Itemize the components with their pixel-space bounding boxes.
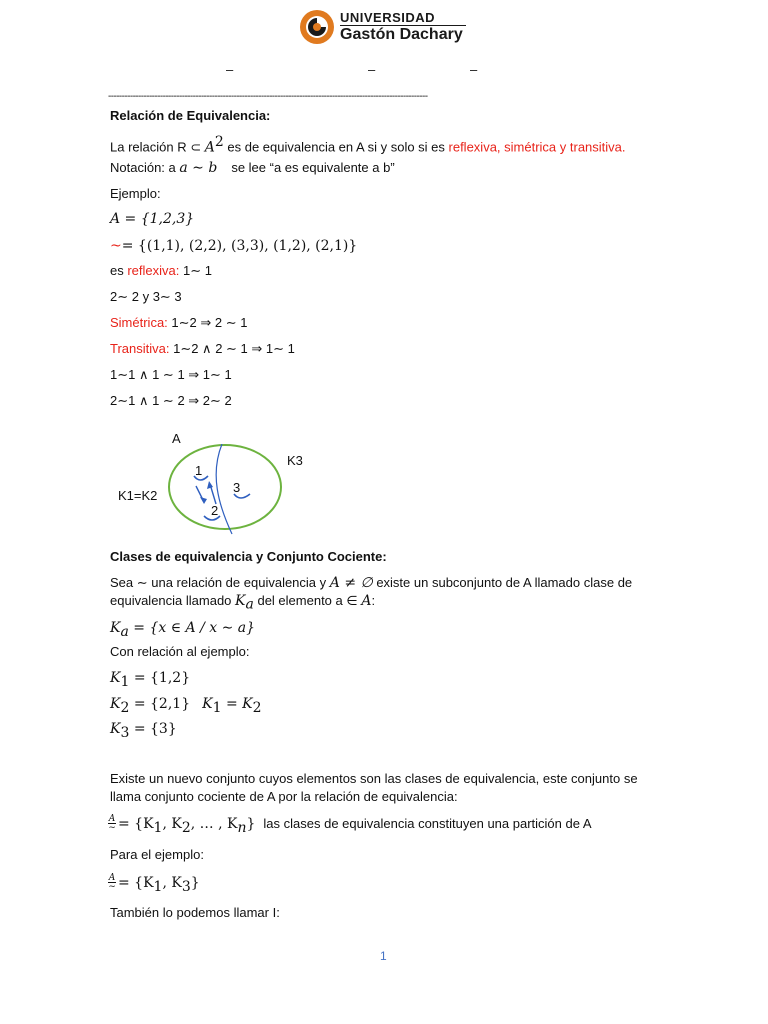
class-definition-line-1 xyxy=(110,575,632,591)
quotient-open: = {K xyxy=(118,816,154,832)
notation-reading: se lee “a es equivalente a b” xyxy=(231,160,395,175)
logo-emblem-icon xyxy=(298,8,336,46)
definition-set-symbol: A xyxy=(204,139,215,156)
arrow-1-to-2-head-icon xyxy=(200,497,207,504)
separator-line: --------------------------------------------------------------------------------------------------------------------- xyxy=(108,92,428,102)
k2-eq-k1: K xyxy=(202,696,213,712)
reflexive-prefix: es xyxy=(110,263,128,278)
arrow-2-to-1-head-icon xyxy=(207,481,213,489)
definition-text-b: es de equivalencia en A si y solo si es xyxy=(223,139,449,155)
k3-definition xyxy=(110,720,177,741)
quotient-sep-2: , … , K xyxy=(190,816,238,832)
k1-sub: 1 xyxy=(120,674,130,691)
logo-line1: UNIVERSIDAD xyxy=(340,10,436,25)
class-def-line2-text: equivalencia llamado xyxy=(110,593,236,608)
notation-label: Notación: a xyxy=(110,160,180,175)
quotient-sub-n: n xyxy=(237,820,247,837)
quotient-example-sub-3: 3 xyxy=(181,879,191,896)
quotient-example-open: = {K xyxy=(118,875,154,891)
header-dash-3: – xyxy=(470,62,478,77)
diagram-element-1: 1 xyxy=(195,463,203,478)
quotient-example-close: } xyxy=(190,875,200,891)
notation-line xyxy=(110,160,395,176)
relation-tilde: ~ xyxy=(110,238,122,254)
reflexive-label: reflexiva: xyxy=(127,263,180,278)
notation-math: a ∼ b xyxy=(179,160,218,176)
section-title-relacion: Relación de Equivalencia: xyxy=(110,108,271,123)
quotient-example-sep: , K xyxy=(162,875,182,891)
reflexive-line xyxy=(110,263,212,279)
class-def-math: A ≠ ∅ xyxy=(329,575,373,591)
fraction-numerator: A xyxy=(108,814,116,825)
quotient-set-general xyxy=(108,815,592,836)
quotient-partition-text: las clases de equivalencia constituyen una partición de A xyxy=(263,816,592,831)
diagram-set-label: A xyxy=(172,431,181,446)
transitive-line-2: 1∼1 ∧ 1 ∼ 1 ⇒ 1∼ 1 xyxy=(110,367,232,382)
k3-k: K xyxy=(110,721,121,737)
k2-eq-sign: = xyxy=(221,696,243,712)
transitive-label: Transitiva: xyxy=(110,341,170,356)
definition-exponent: 2 xyxy=(214,134,224,150)
k1-definition xyxy=(110,669,190,690)
k1-k: K xyxy=(110,670,121,686)
fraction-denominator: ∼ xyxy=(108,823,116,834)
fraction-numerator-example: A xyxy=(108,873,116,884)
partition-line xyxy=(216,444,232,534)
class-def-k-sub: a xyxy=(245,596,254,613)
quotient-fraction-example xyxy=(108,874,116,891)
symmetric-example: 1∼2 ⇒ 2 ∼ 1 xyxy=(167,315,248,330)
quotient-paragraph-line-2: llama conjunto cociente de A por la relación de equivalencia: xyxy=(110,789,458,804)
quotient-sub-2: 2 xyxy=(181,820,191,837)
class-def-k: K xyxy=(235,593,246,609)
section-title-clases: Clases de equivalencia y Conjunto Cociente: xyxy=(110,549,387,564)
diagram-element-2: 2 xyxy=(211,503,219,518)
diagram-k1k2-label: K1=K2 xyxy=(118,488,158,503)
class-def-text-b: existe un subconjunto de A llamado clase de xyxy=(372,575,633,590)
transitive-example: 1∼2 ∧ 2 ∼ 1 ⇒ 1∼ 1 xyxy=(169,341,295,356)
class-def-colon: : xyxy=(371,593,376,608)
quotient-paragraph-line-1: Existe un nuevo conjunto cuyos elementos son las clases de equivalencia, este conjunto se xyxy=(110,771,638,786)
quotient-example-sub-1: 1 xyxy=(153,879,163,896)
para-ejemplo-label: Para el ejemplo: xyxy=(110,847,204,862)
quotient-sep-1: , K xyxy=(162,816,182,832)
set-a-definition: A = {1,2,3} xyxy=(110,211,195,227)
k2-eq-k2: K xyxy=(242,696,253,712)
ka-set: = {x ∈ A / x ∼ a} xyxy=(128,620,256,636)
k2-eq-k1-sub: 1 xyxy=(212,700,222,717)
class-def-set-a: A xyxy=(361,593,372,609)
quotient-sub-1: 1 xyxy=(153,820,163,837)
transitive-line xyxy=(110,341,295,357)
quotient-set-example xyxy=(108,874,200,895)
diagram-element-3: 3 xyxy=(233,480,241,495)
transitive-line-3: 2∼1 ∧ 1 ∼ 2 ⇒ 2∼ 2 xyxy=(110,393,232,408)
k1-set: = {1,2} xyxy=(129,670,191,686)
class-def-line2-text-b: del elemento a ∈ xyxy=(253,593,362,608)
con-relacion-label: Con relación al ejemplo: xyxy=(110,644,250,659)
ka-sub: a xyxy=(120,624,129,641)
ka-k: K xyxy=(110,620,121,636)
header-dash-1: – xyxy=(226,62,234,77)
class-definition-line-2 xyxy=(110,593,375,613)
k2-eq-k2-sub: 2 xyxy=(252,700,262,717)
reflexive-line-2: 2∼ 2 y 3∼ 3 xyxy=(110,289,182,304)
quotient-fraction xyxy=(108,815,116,832)
fraction-denominator-example: ∼ xyxy=(108,882,116,893)
symmetric-label: Simétrica: xyxy=(110,315,168,330)
tambien-label: También lo podemos llamar I: xyxy=(110,905,280,920)
k3-sub: 3 xyxy=(120,725,130,742)
class-def-text-a: Sea ∼ una relación de equivalencia y xyxy=(110,575,330,590)
relation-set: = {(1,1), (2,2), (3,3), (1,2), (2,1)} xyxy=(121,238,358,254)
definition-properties: reflexiva, simétrica y transitiva. xyxy=(448,139,626,155)
definition-text-a: La relación R ⊂ xyxy=(110,139,205,155)
ka-definition xyxy=(110,619,255,640)
equivalence-diagram xyxy=(160,444,290,540)
k2-sub: 2 xyxy=(120,700,130,717)
symmetric-line xyxy=(110,315,247,331)
reflexive-example: 1∼ 1 xyxy=(179,263,212,278)
k2-definition xyxy=(110,695,262,716)
definition-line xyxy=(110,134,626,155)
ejemplo-label: Ejemplo: xyxy=(110,186,161,201)
quotient-close: } xyxy=(246,816,256,832)
university-logo xyxy=(298,8,470,46)
header-dash-2: – xyxy=(368,62,376,77)
page-number: 1 xyxy=(380,949,387,963)
diagram-k3-label: K3 xyxy=(287,453,303,468)
k2-k: K xyxy=(110,696,121,712)
logo-line2: Gastón Dachary xyxy=(340,26,463,43)
k2-set: = {2,1} xyxy=(129,696,191,712)
relation-definition xyxy=(110,237,357,255)
k3-set: = {3} xyxy=(129,721,177,737)
